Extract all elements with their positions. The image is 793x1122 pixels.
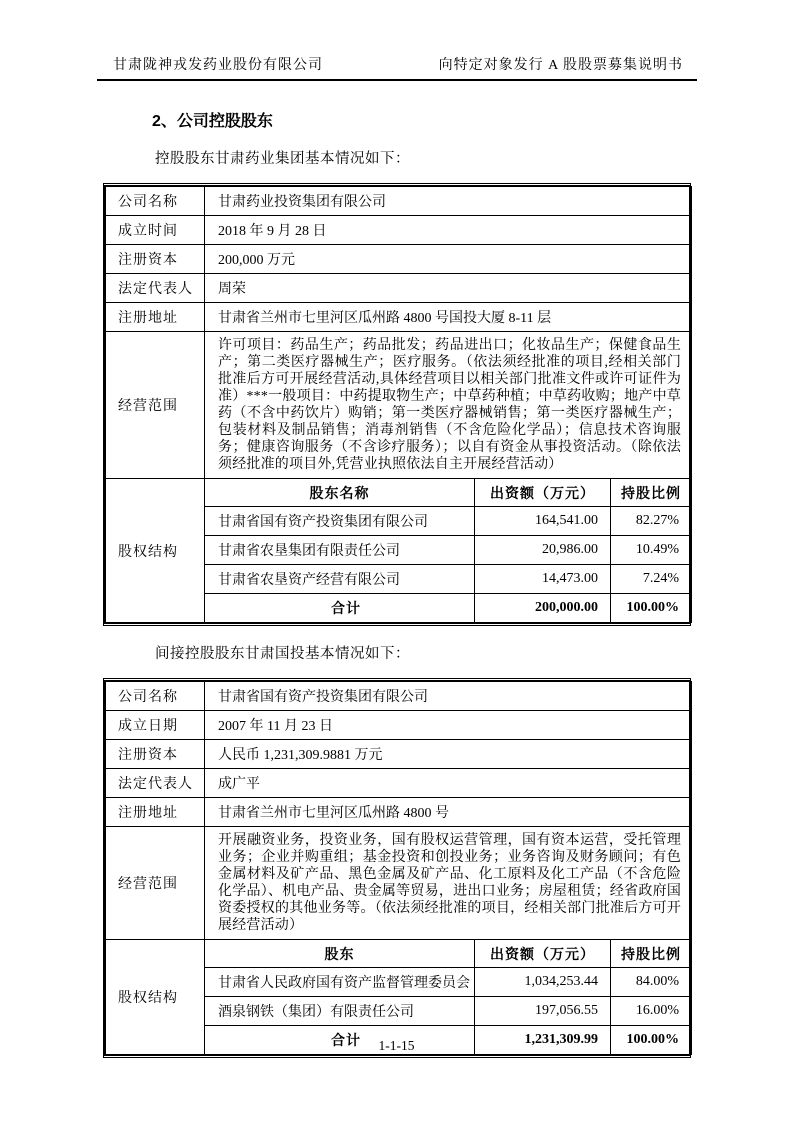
shareholder-amount: 197,056.55	[475, 997, 611, 1026]
table-row	[106, 332, 692, 479]
table-row	[106, 274, 692, 303]
company-name-label: 公司名称	[106, 682, 205, 711]
business-scope-label: 经营范围	[106, 332, 205, 479]
shareholder-amount: 164,541.00	[475, 507, 611, 536]
registered-address-value: 甘肃省兰州市七里河区瓜州路 4800 号	[205, 798, 692, 827]
total-amount: 1,231,309.99	[475, 1026, 611, 1055]
total-percent: 100.00%	[611, 1026, 692, 1055]
page-number: 1-1-15	[378, 1038, 415, 1053]
table-row	[106, 187, 692, 216]
indirect-controlling-shareholder-table	[103, 678, 691, 1058]
table-row	[106, 769, 692, 798]
total-label: 合计	[205, 1026, 475, 1055]
table-row	[106, 682, 692, 711]
table-row	[106, 740, 692, 769]
shareholder-name: 甘肃省国有资产投资集团有限公司	[205, 507, 475, 536]
equity-col-percent: 持股比例	[611, 940, 692, 968]
section-title: 2、公司控股股东	[152, 113, 273, 130]
equity-structure-label: 股权结构	[106, 940, 205, 1055]
established-date-label: 成立日期	[106, 711, 205, 740]
shareholder-amount: 14,473.00	[475, 565, 611, 594]
registered-address-label: 注册地址	[106, 798, 205, 827]
total-label: 合计	[205, 594, 475, 623]
legal-representative-value: 周荣	[205, 274, 692, 303]
table-row	[106, 798, 692, 827]
total-percent: 100.00%	[611, 594, 692, 623]
equity-col-shareholder: 股东	[205, 940, 475, 968]
equity-header-row	[106, 479, 692, 507]
shareholder-percent: 82.27%	[611, 507, 692, 536]
table-row	[106, 245, 692, 274]
business-scope-text: 开展融资业务，投资业务，国有股权运营管理，国有资本运营，受托管理业务；企业并购重组；基金投资和创投业务；业务咨询及财务顾问；有色金属材料及矿产品、黑色金属及矿产品、化工原料及化工产品（不含危险化学品）、机电产品、贵金属等贸易，进出口业务；房屋租赁；经省政府国资委授权的其他业务等。（依法须经批准的项目，经相关部门批准后方可开展经营活动）	[205, 827, 692, 940]
registered-capital-value: 人民币 1,231,309.9881 万元	[205, 740, 692, 769]
table-row	[106, 303, 692, 332]
shareholder-percent: 10.49%	[611, 536, 692, 565]
legal-representative-label: 法定代表人	[106, 274, 205, 303]
company-name-value: 甘肃省国有资产投资集团有限公司	[205, 682, 692, 711]
established-date-value: 2018 年 9 月 28 日	[205, 216, 692, 245]
shareholder-name: 酒泉钢铁（集团）有限责任公司	[205, 997, 475, 1026]
established-date-value: 2007 年 11 月 23 日	[205, 711, 692, 740]
table-row	[106, 216, 692, 245]
equity-col-amount: 出资额（万元）	[475, 479, 611, 507]
equity-col-percent: 持股比例	[611, 479, 692, 507]
shareholder-percent: 16.00%	[611, 997, 692, 1026]
business-scope-label: 经营范围	[106, 827, 205, 940]
header-company-name: 甘肃陇神戎发药业股份有限公司	[113, 58, 323, 73]
intro-paragraph-1: 控股股东甘肃药业集团基本情况如下：	[155, 151, 410, 167]
registered-address-value: 甘肃省兰州市七里河区瓜州路 4800 号国投大厦 8-11 层	[205, 303, 692, 332]
intro-paragraph-2: 间接控股股东甘肃国投基本情况如下：	[155, 646, 410, 662]
equity-structure-label: 股权结构	[106, 479, 205, 623]
equity-col-amount: 出资额（万元）	[475, 940, 611, 968]
shareholder-amount: 1,034,253.44	[475, 968, 611, 997]
total-amount: 200,000.00	[475, 594, 611, 623]
shareholder-percent: 84.00%	[611, 968, 692, 997]
controlling-shareholder-table	[103, 183, 691, 626]
header-document-title: 向特定对象发行 A 股股票募集说明书	[438, 58, 683, 73]
business-scope-text: 许可项目：药品生产；药品批发；药品进出口；化妆品生产；保健食品生产；第二类医疗器械生产；医疗服务。（依法须经批准的项目,经相关部门批准后方可开展经营活动,具体经营项目以相关部门批准文件或许可证件为准）***一般项目：中药提取物生产；中草药种植；中草药收购；地产中草药（不含中药饮片）购销；第一类医疗器械销售；第一类医疗器械生产；包装材料及制品销售；消毒剂销售（不含危险化学品）；信息技术咨询服务；健康咨询服务（不含诊疗服务）；以自有资金从事投资活动。（除依法须经批准的项目外,凭营业执照依法自主开展经营活动）	[205, 332, 692, 479]
registered-capital-label: 注册资本	[106, 245, 205, 274]
shareholder-name: 甘肃省农垦集团有限责任公司	[205, 536, 475, 565]
equity-header-row	[106, 940, 692, 968]
shareholder-name: 甘肃省人民政府国有资产监督管理委员会	[205, 968, 475, 997]
table-row	[106, 711, 692, 740]
shareholder-percent: 7.24%	[611, 565, 692, 594]
legal-representative-value: 成广平	[205, 769, 692, 798]
established-date-label: 成立时间	[106, 216, 205, 245]
registered-capital-label: 注册资本	[106, 740, 205, 769]
shareholder-name: 甘肃省农垦资产经营有限公司	[205, 565, 475, 594]
company-name-value: 甘肃药业投资集团有限公司	[205, 187, 692, 216]
company-name-label: 公司名称	[106, 187, 205, 216]
registered-capital-value: 200,000 万元	[205, 245, 692, 274]
equity-col-shareholder: 股东名称	[205, 479, 475, 507]
document-header	[97, 54, 697, 81]
legal-representative-label: 法定代表人	[106, 769, 205, 798]
shareholder-amount: 20,986.00	[475, 536, 611, 565]
table-row	[106, 827, 692, 940]
registered-address-label: 注册地址	[106, 303, 205, 332]
